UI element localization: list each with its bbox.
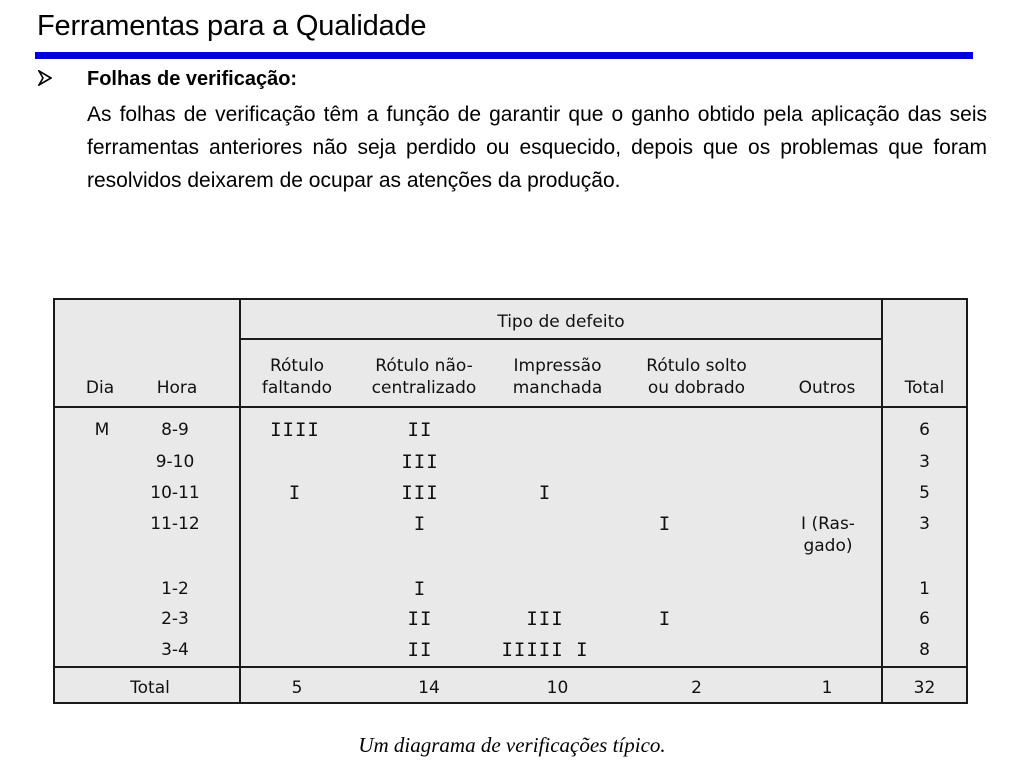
- row-total: 1: [919, 579, 930, 599]
- other-cell: I (Ras-: [801, 514, 855, 534]
- tally-cell: I: [413, 578, 427, 600]
- defect-header: Rótulo solto: [646, 356, 747, 376]
- row-total: 3: [919, 452, 930, 472]
- row-total: 8: [919, 640, 930, 660]
- other-cell: gado): [803, 536, 853, 556]
- header-dia: Dia: [85, 378, 115, 398]
- defect-header: centralizado: [371, 378, 477, 398]
- tally-cell: II: [407, 639, 433, 661]
- row-hora: 1-2: [161, 579, 189, 599]
- row-total: 6: [919, 609, 930, 629]
- header-hora: Hora: [156, 378, 198, 398]
- tally-cell: IIII: [270, 419, 320, 441]
- row-hora: 9-10: [155, 452, 195, 472]
- arrow-bullet-glyph: [38, 70, 52, 86]
- tally-cell: I: [658, 608, 672, 630]
- title-rule: [35, 52, 973, 59]
- header-total: Total: [904, 378, 945, 398]
- row-total: 6: [919, 420, 930, 440]
- bullet-body: As folhas de verificação têm a função de garantir que o ganho obtido pela aplicação das seis ferramentas anteriores não seja perdido ou esquecido, depois que os problemas que foram resolvidos deixarem de ocupar as atenções da produção.: [87, 103, 987, 192]
- row-hora: 3-4: [161, 640, 189, 660]
- defect-header: ou dobrado: [647, 378, 746, 398]
- tally-cell: III: [401, 451, 439, 473]
- tally-cell: I: [413, 513, 427, 535]
- defect-header: Rótulo não-: [375, 356, 473, 376]
- tally-cell: IIIII I: [501, 639, 589, 661]
- row-total: 5: [919, 483, 930, 503]
- table-divider: [239, 338, 881, 340]
- column-total: 10: [546, 678, 569, 698]
- defect-header: Impressão: [513, 356, 602, 376]
- row-hora: 2-3: [161, 609, 189, 629]
- tally-cell: I: [658, 513, 672, 535]
- tally-cell: III: [526, 608, 564, 630]
- row-hora: 10-11: [150, 483, 200, 503]
- bullet-heading: Folhas de verificação:: [87, 68, 298, 90]
- check-sheet-table: [53, 298, 968, 704]
- group-header: Tipo de defeito: [497, 312, 625, 332]
- tally-cell: III: [401, 482, 439, 504]
- totals-label: Total: [130, 678, 170, 698]
- column-total: 14: [418, 678, 440, 698]
- defect-header: Rótulo: [269, 356, 324, 376]
- defect-header: manchada: [512, 378, 603, 398]
- row-total: 3: [919, 514, 930, 534]
- row-hora: 11-12: [150, 514, 200, 534]
- tally-cell: I: [288, 482, 302, 504]
- table-divider: [55, 406, 966, 408]
- tally-cell: II: [407, 608, 433, 630]
- slide-title: Ferramentas para a Qualidade: [37, 10, 427, 42]
- table-divider: [55, 666, 966, 668]
- defect-header: faltando: [261, 378, 333, 398]
- defect-header: Outros: [798, 378, 856, 398]
- column-total: 5: [291, 678, 303, 698]
- arrow-bullet-icon: [38, 70, 52, 92]
- tally-cell: II: [407, 419, 433, 441]
- row-dia: M: [94, 420, 110, 440]
- row-hora: 8-9: [161, 420, 189, 440]
- column-total: 32: [913, 678, 936, 698]
- tally-cell: I: [538, 482, 552, 504]
- column-total: 1: [821, 678, 833, 698]
- column-total: 2: [691, 678, 702, 698]
- table-caption: Um diagrama de verificações típico.: [358, 733, 666, 757]
